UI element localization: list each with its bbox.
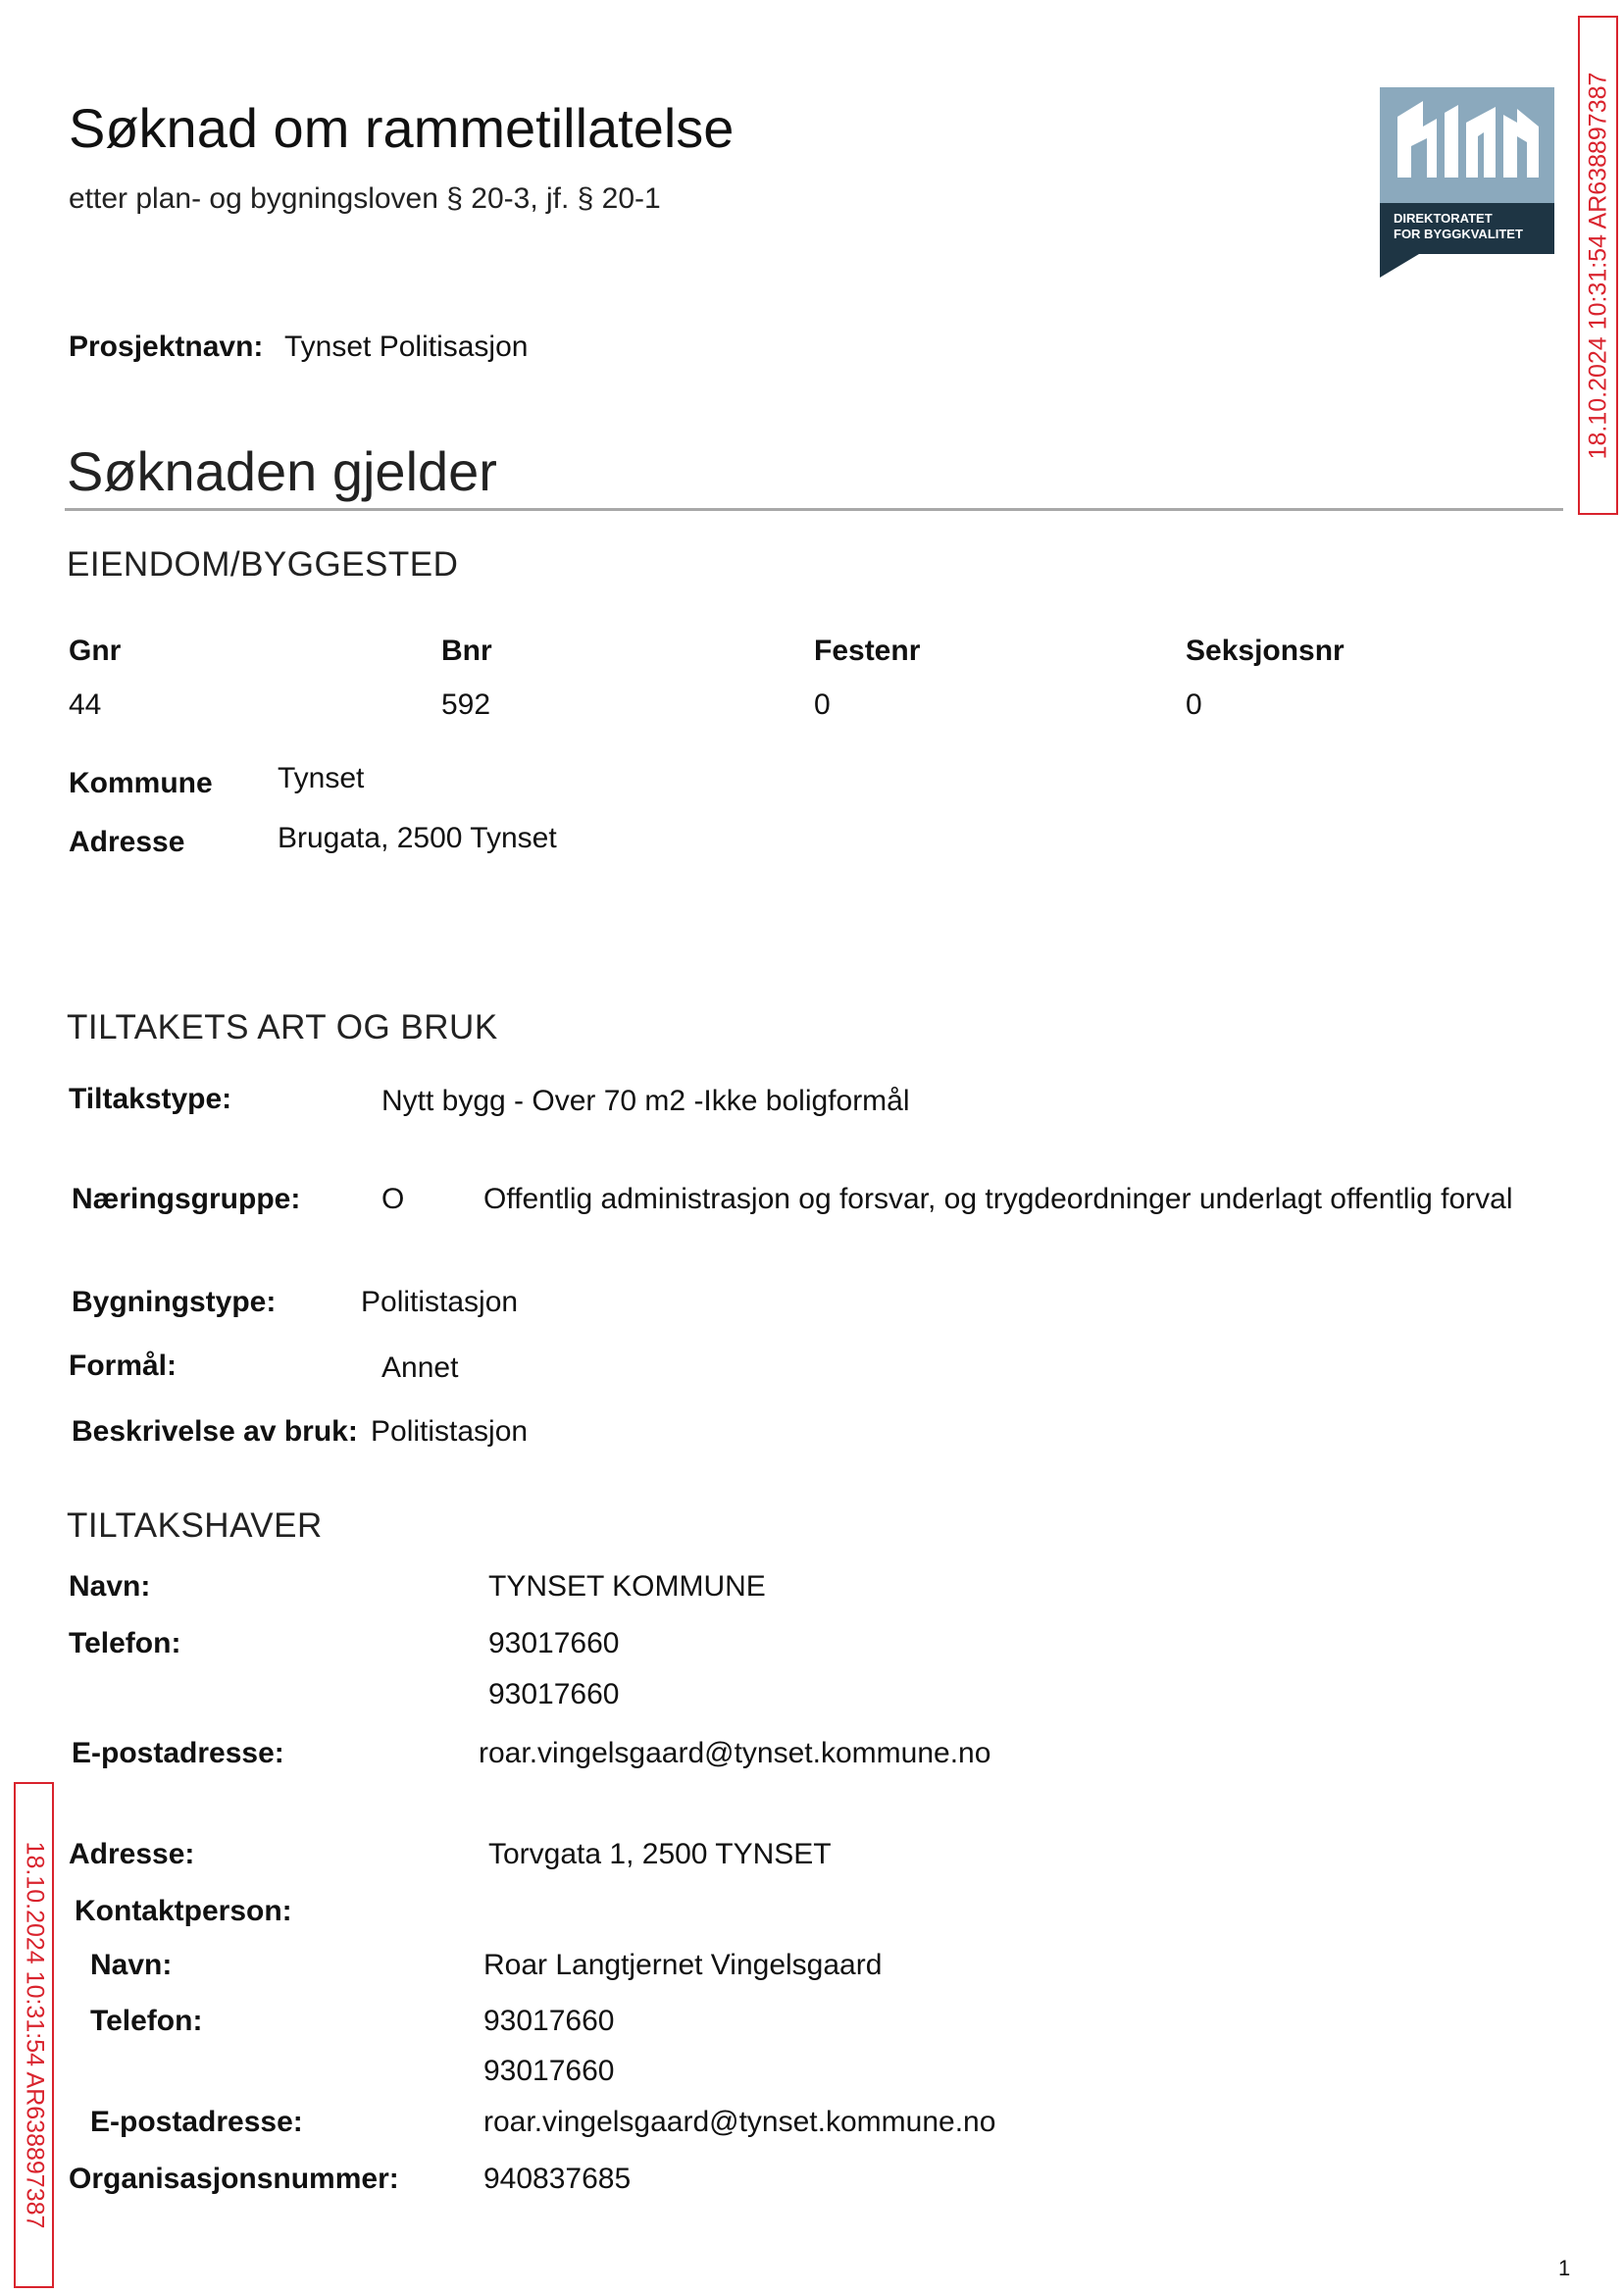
festenr-label: Festenr xyxy=(814,635,921,667)
naeringsgruppe-code: O xyxy=(381,1183,405,1215)
tiltakshaver-epost-label: E-postadresse: xyxy=(72,1737,284,1769)
stamp-text: 18.10.2024 10:31:54 AR638897387 xyxy=(1584,72,1611,459)
orgnr-label: Organisasjonsnummer: xyxy=(69,2163,399,2195)
timestamp-stamp-right xyxy=(1578,16,1618,515)
tiltakshaver-adresse-label: Adresse: xyxy=(69,1838,195,1870)
bygningstype-value: Politistasjon xyxy=(361,1286,519,1318)
tiltakshaver-navn-label: Navn: xyxy=(69,1570,151,1603)
bnr-label: Bnr xyxy=(441,635,492,667)
gnr-value: 44 xyxy=(69,688,102,721)
kontakt-epost-label: E-postadresse: xyxy=(90,2106,303,2138)
beskrivelse-label: Beskrivelse av bruk: xyxy=(72,1415,358,1448)
logo-flag-shape xyxy=(1380,254,1419,278)
kontaktperson-label: Kontaktperson: xyxy=(75,1895,292,1927)
tiltakshaver-epost-value: roar.vingelsgaard@tynset.kommune.no xyxy=(479,1737,991,1769)
project-name-value: Tynset Politisasjon xyxy=(284,331,529,363)
tiltakshaver-telefon-label: Telefon: xyxy=(69,1627,181,1659)
logo-line-1: DIREKTORATET xyxy=(1394,211,1493,226)
tiltakshaver-navn-value: TYNSET KOMMUNE xyxy=(488,1570,766,1603)
naeringsgruppe-label: Næringsgruppe: xyxy=(72,1183,301,1215)
kommune-label: Kommune xyxy=(69,767,213,799)
tiltak-heading: TILTAKETS ART OG BRUK xyxy=(67,1008,498,1046)
bnr-value: 592 xyxy=(441,688,491,721)
kontakt-epost-value: roar.vingelsgaard@tynset.kommune.no xyxy=(483,2106,996,2138)
tiltakstype-label: Tiltakstype: xyxy=(69,1083,232,1115)
logo-emblem xyxy=(1380,87,1554,203)
seksjonsnr-value: 0 xyxy=(1186,688,1202,721)
tiltakshaver-telefon-value-2: 93017660 xyxy=(488,1678,620,1710)
logo-wordmark xyxy=(1380,203,1554,254)
kontakt-telefon-value-1: 93017660 xyxy=(483,2005,615,2037)
kontakt-telefon-label: Telefon: xyxy=(90,2005,203,2037)
festenr-value: 0 xyxy=(814,688,831,721)
orgnr-value: 940837685 xyxy=(483,2163,632,2195)
seksjonsnr-label: Seksjonsnr xyxy=(1186,635,1345,667)
kontakt-navn-label: Navn: xyxy=(90,1949,173,1981)
project-name-label: Prosjektnavn: xyxy=(69,331,264,363)
document-title: Søknad om rammetillatelse xyxy=(69,97,735,159)
kommune-value: Tynset xyxy=(278,762,365,794)
bygningstype-label: Bygningstype: xyxy=(72,1286,277,1318)
page-number: 1 xyxy=(1558,2256,1571,2280)
tiltakshaver-heading: TILTAKSHAVER xyxy=(67,1506,323,1545)
tiltakshaver-telefon-value-1: 93017660 xyxy=(488,1627,620,1659)
naeringsgruppe-value: Offentlig administrasjon og forsvar, og trygdeordninger underlagt offentlig forval xyxy=(483,1183,1513,1215)
formal-label: Formål: xyxy=(69,1350,178,1382)
kontakt-telefon-value-2: 93017660 xyxy=(483,2055,615,2087)
property-heading: EIENDOM/BYGGESTED xyxy=(67,545,459,584)
kontakt-navn-value: Roar Langtjernet Vingelsgaard xyxy=(483,1949,883,1981)
gnr-label: Gnr xyxy=(69,635,122,667)
dibk-logo xyxy=(1380,87,1554,278)
formal-value: Annet xyxy=(381,1351,459,1384)
tiltakstype-value: Nytt bygg - Over 70 m2 -Ikke boligformål xyxy=(381,1085,910,1117)
logo-line-2: FOR BYGGKVALITET xyxy=(1394,227,1523,241)
adresse-value: Brugata, 2500 Tynset xyxy=(278,822,557,854)
timestamp-stamp-left xyxy=(14,1782,54,2288)
beskrivelse-value: Politistasjon xyxy=(371,1415,529,1448)
stamp-text: 18.10.2024 10:31:54 AR638897387 xyxy=(21,1841,48,2229)
section-divider xyxy=(65,508,1563,511)
document-subtitle: etter plan- og bygningsloven § 20-3, jf. § 20-1 xyxy=(69,182,661,215)
adresse-label: Adresse xyxy=(69,826,185,858)
section-heading: Søknaden gjelder xyxy=(67,440,497,502)
tiltakshaver-adresse-value: Torvgata 1, 2500 TYNSET xyxy=(488,1838,832,1870)
